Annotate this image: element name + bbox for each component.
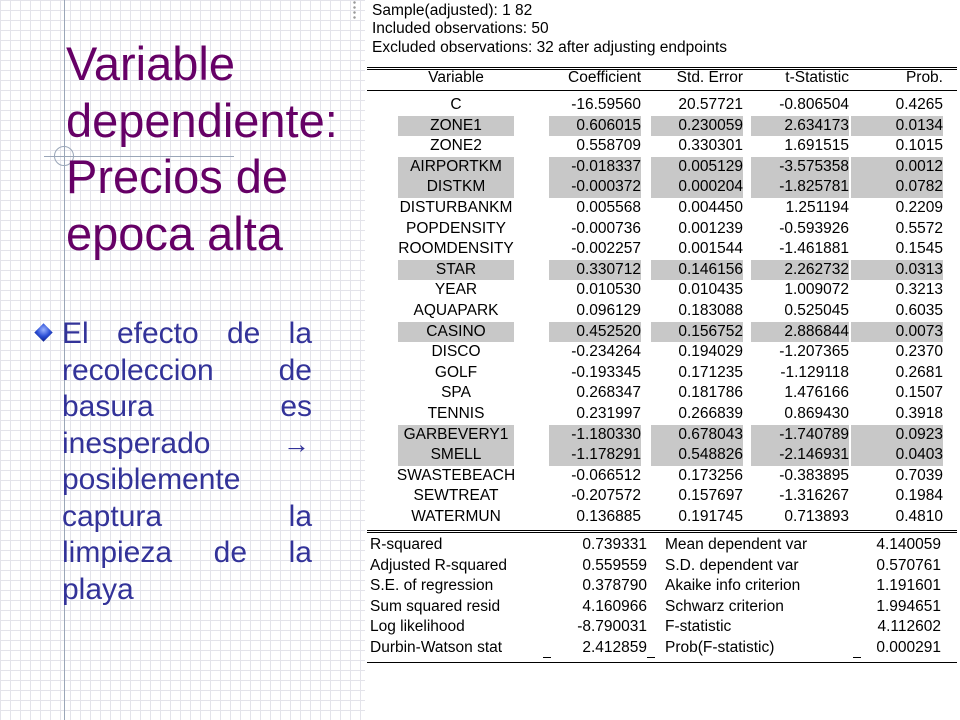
std-error-cell: 0.005129 — [651, 157, 743, 178]
variable-cell: GOLF — [434, 363, 478, 381]
table-bottom-rule — [367, 662, 957, 663]
stat-value: 4.160966 — [582, 597, 647, 615]
coefficient-cell: -0.207572 — [571, 487, 641, 505]
prob-cell: 0.3918 — [895, 405, 943, 422]
coefficient-cell: 0.452520 — [549, 322, 641, 343]
prob-cell: 0.5572 — [895, 219, 943, 237]
prob-cell: 0.1545 — [895, 240, 943, 258]
variable-cell: WATERMUN — [411, 508, 501, 525]
stat-row — [365, 535, 960, 556]
variable-cell: TENNIS — [427, 405, 485, 422]
regression-header — [372, 2, 727, 57]
table-row — [365, 486, 960, 507]
excluded-observations-line: Excluded observations: 32 after adjusting endpoints — [372, 38, 728, 56]
t-statistic-cell: 0.869430 — [784, 405, 849, 422]
t-statistic-cell: 0.713893 — [784, 508, 849, 525]
t-statistic-cell: -3.575358 — [751, 157, 849, 178]
prob-cell: 0.2681 — [895, 363, 943, 381]
t-statistic-cell: -0.806504 — [779, 96, 849, 113]
stat-value: -8.790031 — [577, 618, 647, 636]
bullet-text-part: posiblemente captura la limpieza de la playa — [62, 463, 312, 606]
variable-cell: POPDENSITY — [406, 219, 506, 237]
variable-cell: DISCO — [431, 343, 481, 361]
table-row — [365, 342, 960, 363]
t-statistic-cell: -1.129118 — [780, 363, 849, 381]
included-observations-line: Included observations: 50 — [372, 20, 549, 38]
table-row — [365, 95, 960, 116]
t-statistic-cell: -0.593926 — [779, 219, 849, 237]
coefficient-cell: -16.59560 — [571, 96, 641, 113]
t-statistic-cell: 1.251194 — [785, 199, 849, 216]
slide-title — [66, 36, 366, 262]
prob-cell: 0.4810 — [895, 508, 943, 525]
coefficient-cell: -0.018337 — [549, 157, 641, 178]
table-row — [365, 445, 960, 466]
std-error-cell: 0.191745 — [678, 508, 743, 525]
t-statistic-cell: 0.525045 — [784, 302, 849, 319]
std-error-cell: 0.004450 — [678, 199, 743, 216]
variable-cell: CASINO — [398, 322, 514, 343]
stat-label: Schwarz criterion — [665, 597, 784, 615]
std-error-cell: 0.173256 — [678, 466, 743, 484]
table-row — [365, 507, 960, 528]
t-statistic-cell: -1.316267 — [779, 487, 849, 505]
stat-row — [365, 597, 960, 618]
coefficient-cell: 0.268347 — [576, 384, 641, 402]
variable-cell: DISTURBANKM — [399, 199, 513, 216]
stat-row — [365, 617, 960, 638]
t-statistic-cell: 1.476166 — [784, 384, 849, 402]
stat-row — [365, 576, 960, 597]
std-error-cell: 0.230059 — [651, 116, 743, 137]
table-row — [365, 219, 960, 240]
prob-cell: 0.4265 — [895, 96, 943, 113]
std-error-cell: 0.001239 — [678, 219, 743, 237]
prob-cell: 0.0313 — [851, 260, 943, 281]
stat-label: S.D. dependent var — [665, 556, 799, 574]
prob-cell: 0.1507 — [895, 384, 943, 402]
table-row — [365, 198, 960, 219]
table-row — [365, 177, 960, 198]
prob-cell: 0.2370 — [895, 343, 943, 361]
std-error-cell: 0.001544 — [678, 240, 743, 258]
stat-label: Adjusted R-squared — [370, 556, 507, 574]
t-statistic-cell: -1.825781 — [751, 177, 849, 198]
coefficient-cell: -0.002257 — [571, 240, 641, 258]
variable-cell: ZONE2 — [430, 137, 482, 155]
stat-value: 0.378790 — [582, 577, 647, 595]
variable-cell: C — [450, 96, 462, 113]
column-header: Coefficient — [568, 69, 641, 86]
t-statistic-cell: 1.009072 — [784, 281, 849, 299]
diamond-bullet-icon — [34, 323, 52, 341]
variable-cell: SEWTREAT — [413, 487, 499, 505]
title-line: Variable — [66, 37, 235, 90]
underscore-mark — [647, 657, 655, 658]
stat-label: Log likelihood — [370, 618, 465, 636]
stats-top-rule — [367, 532, 957, 533]
variable-cell: SWASTEBEACH — [396, 466, 516, 484]
t-statistic-cell: -1.461881 — [779, 240, 849, 258]
title-line: dependiente: — [66, 93, 338, 147]
std-error-cell: 0.548826 — [651, 445, 743, 466]
table-row — [365, 363, 960, 384]
header-rule — [367, 90, 957, 91]
stat-value: 1.994651 — [876, 597, 941, 615]
t-statistic-cell: 2.262732 — [751, 260, 849, 281]
sample-line: Sample(adjusted): 1 82 — [372, 2, 533, 19]
table-row — [365, 260, 960, 281]
table-row — [365, 404, 960, 425]
prob-cell: 0.0923 — [851, 425, 943, 446]
stat-value: 4.112602 — [877, 618, 941, 636]
t-statistic-cell: -1.207365 — [779, 343, 849, 361]
std-error-cell: 0.157697 — [678, 487, 743, 505]
prob-cell: 0.0012 — [851, 157, 943, 178]
stat-label: Prob(F-statistic) — [665, 639, 775, 656]
bullet-text — [62, 316, 312, 608]
variable-cell: DISTKM — [398, 177, 514, 198]
std-error-cell: 0.181786 — [678, 384, 743, 402]
arrow-right-icon: → — [283, 428, 310, 459]
coefficient-cell: -0.234264 — [571, 343, 641, 361]
std-error-cell: 0.010435 — [678, 281, 743, 299]
std-error-cell: 0.266839 — [678, 405, 743, 422]
std-error-cell: 20.57721 — [678, 96, 743, 113]
title-line: epoca alta — [66, 206, 283, 260]
variable-cell: SMELL — [398, 445, 514, 466]
coefficient-cell: -0.000736 — [571, 219, 641, 237]
column-header: Std. Error — [676, 69, 743, 86]
table-row — [365, 280, 960, 301]
stat-label: R-squared — [370, 536, 443, 553]
coefficient-cell: 0.096129 — [576, 302, 641, 319]
stat-label: Akaike info criterion — [665, 577, 801, 595]
table-row — [365, 466, 960, 487]
std-error-cell: 0.000204 — [651, 177, 743, 198]
column-header: t-Statistic — [785, 69, 849, 86]
decor-dotted-bar — [352, 0, 357, 20]
t-statistic-cell: -2.146931 — [751, 445, 849, 466]
stat-label: S.E. of regression — [370, 577, 494, 595]
coefficient-cell: -0.066512 — [571, 466, 641, 484]
std-error-cell: 0.171235 — [678, 363, 743, 381]
underscore-mark — [853, 657, 861, 658]
prob-cell: 0.0782 — [851, 177, 943, 198]
regression-output — [365, 0, 960, 720]
stat-label: Sum squared resid — [370, 597, 501, 615]
prob-cell: 0.7039 — [895, 466, 943, 484]
coefficient-cell: 0.606015 — [549, 116, 641, 137]
table-header-row — [365, 68, 960, 89]
stat-value: 1.191601 — [876, 577, 941, 595]
stat-row — [365, 638, 960, 659]
std-error-cell: 0.146156 — [651, 260, 743, 281]
prob-cell: 0.3213 — [895, 281, 943, 299]
stat-value: 0.570761 — [876, 556, 941, 574]
bullet-text-part: El efecto de la recoleccion de basura es inesperado — [62, 317, 312, 460]
variable-cell: ZONE1 — [398, 116, 514, 137]
variable-cell: AIRPORTKM — [398, 157, 514, 178]
t-statistic-cell: 2.634173 — [751, 116, 849, 137]
column-header: Prob. — [905, 69, 943, 86]
stats-top-rule — [367, 530, 957, 531]
coefficient-cell: -1.178291 — [549, 445, 641, 466]
title-line: Precios de — [66, 150, 289, 203]
variable-cell: AQUAPARK — [413, 302, 499, 319]
variable-cell: YEAR — [434, 281, 478, 299]
stat-value: 2.412859 — [582, 639, 647, 656]
coefficient-cell: -0.193345 — [571, 363, 641, 381]
coefficient-cell: 0.010530 — [576, 281, 641, 299]
std-error-cell: 0.183088 — [678, 302, 743, 319]
std-error-cell: 0.156752 — [651, 322, 743, 343]
coefficient-cell: 0.136885 — [576, 508, 641, 525]
table-row — [365, 301, 960, 322]
table-row — [365, 136, 960, 157]
prob-cell: 0.6035 — [895, 302, 943, 319]
coefficient-cell: 0.005568 — [576, 199, 641, 216]
t-statistic-cell: 1.691515 — [784, 137, 849, 155]
table-row — [365, 383, 960, 404]
stat-value: 0.559559 — [582, 556, 647, 574]
bullet-item — [28, 316, 358, 608]
prob-cell: 0.0403 — [851, 445, 943, 466]
table-row — [365, 239, 960, 260]
t-statistic-cell: 2.886844 — [751, 322, 849, 343]
coefficient-cell: -0.000372 — [549, 177, 641, 198]
column-header: Variable — [428, 69, 484, 86]
coefficient-cell: 0.231997 — [576, 405, 641, 422]
std-error-cell: 0.330301 — [678, 137, 743, 155]
std-error-cell: 0.678043 — [651, 425, 743, 446]
variable-cell: ROOMDENSITY — [398, 240, 514, 258]
stat-value: 0.000291 — [876, 639, 941, 656]
stat-value: 4.140059 — [876, 536, 941, 553]
stat-label: Mean dependent var — [665, 536, 808, 553]
stat-label: F-statistic — [665, 618, 732, 636]
variable-cell: STAR — [398, 260, 514, 281]
t-statistic-cell: -1.740789 — [751, 425, 849, 446]
t-statistic-cell: -0.383895 — [779, 466, 849, 484]
table-row — [365, 425, 960, 446]
table-row — [365, 157, 960, 178]
coefficient-cell: -1.180330 — [549, 425, 641, 446]
stat-value: 0.739331 — [582, 536, 647, 553]
table-row — [365, 322, 960, 343]
underscore-mark — [543, 657, 551, 658]
table-row — [365, 116, 960, 137]
prob-cell: 0.0073 — [851, 322, 943, 343]
prob-cell: 0.2209 — [895, 199, 943, 216]
variable-cell: SPA — [441, 384, 471, 402]
stat-label: Durbin-Watson stat — [370, 639, 503, 656]
prob-cell: 0.1015 — [895, 137, 943, 155]
coefficient-cell: 0.330712 — [549, 260, 641, 281]
stat-row — [365, 556, 960, 577]
std-error-cell: 0.194029 — [678, 343, 743, 361]
prob-cell: 0.1984 — [895, 487, 943, 505]
prob-cell: 0.0134 — [851, 116, 943, 137]
variable-cell: GARBEVERY1 — [398, 425, 514, 446]
coefficient-cell: 0.558709 — [576, 137, 641, 155]
